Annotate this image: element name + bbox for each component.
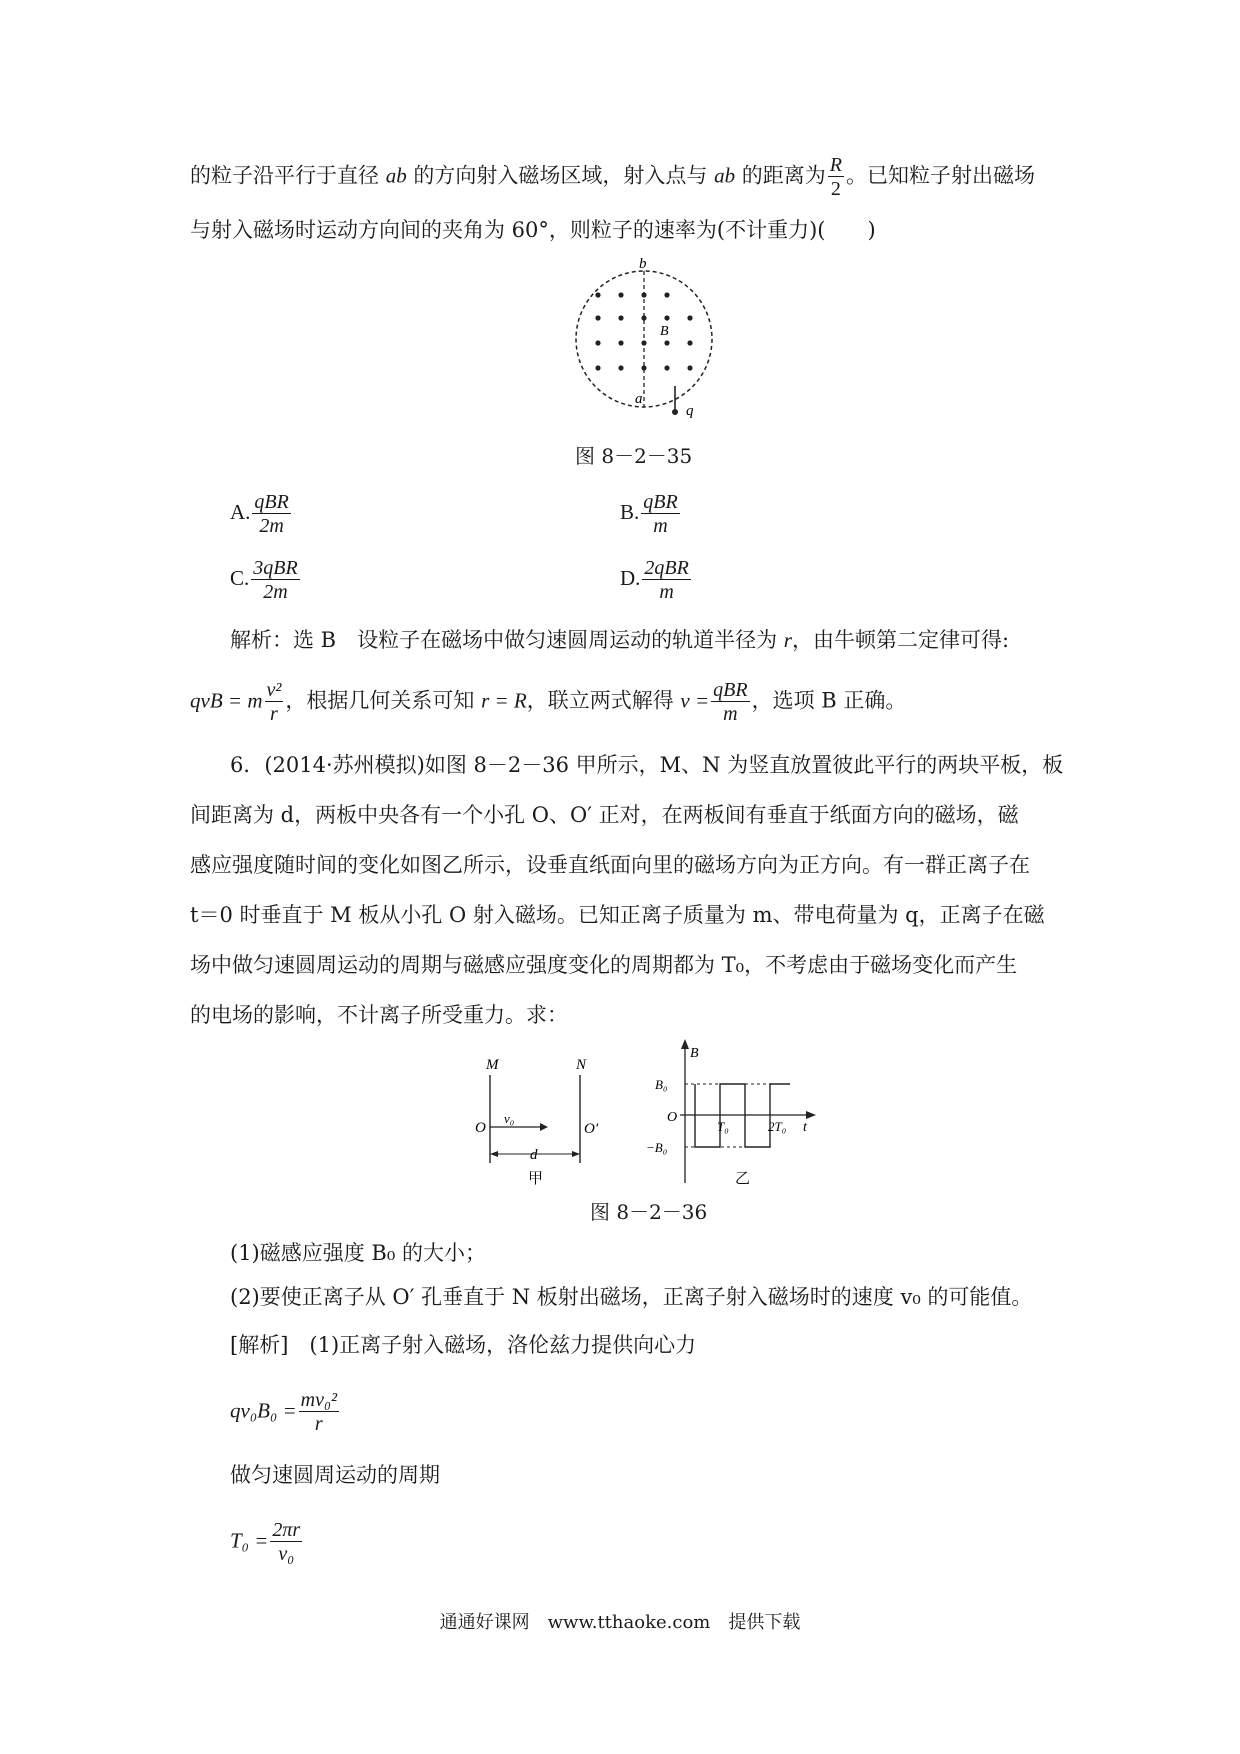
label-q: q: [686, 403, 694, 419]
label-O-prime: O′: [584, 1121, 599, 1137]
label-yi: 乙: [735, 1171, 751, 1187]
page-footer: 通通好课网 www.tthaoke.com 提供下载: [439, 1612, 801, 1633]
q6-line-3: 感应强度随时间的变化如图乙所示，设垂直纸面向里的磁场方向为正方向。有一群正离子在: [190, 853, 1030, 877]
label-origin: O: [667, 1110, 678, 1125]
figure-caption-35: 图 8－2－35: [575, 444, 693, 468]
intro-line-2: 与射入磁场时运动方向间的夹角为 60°，则粒子的速率为(不计重力)( ): [190, 218, 876, 242]
label-T0: T₀: [717, 1119, 729, 1134]
q6-line-5: 场中做匀速圆周运动的周期与磁感应强度变化的周期都为 T₀，不考虑由于磁场变化而产生: [190, 953, 1018, 977]
label-B: B: [660, 324, 669, 339]
solution-eq-1: qv₀B₀ = $\frac{\text{mv₀²}}{r}$: [230, 1389, 337, 1435]
label-N: N: [576, 1057, 587, 1073]
intro-line-1: 的粒子沿平行于直径 ab 的方向射入磁场区域，射入点与 ab 的距离为 $\frac{R}{2}$ 。已知粒子射出磁场: [190, 154, 1035, 200]
figure-8-2-36-jia: [470, 1055, 620, 1190]
label-b: b: [639, 256, 647, 272]
q6-line-6: 的电场的影响，不计离子所受重力。求：: [190, 1003, 568, 1027]
label-a: a: [635, 391, 643, 407]
analysis-5-line-2: qvB = m $\frac{\text{v²}}{r}$ ，根据几何关系可知 r = R，联立两式解得 v = $\frac{\text{qBR}}{m}$ ，选项 B 正确。: [190, 679, 907, 725]
subquestion-2: (2)要使正离子从 O′ 孔垂直于 N 板射出磁场，正离子射入磁场时的速度 v₀ 的可能值。: [230, 1285, 1033, 1309]
label-neg-B0: −B₀: [646, 1140, 668, 1155]
option-a: A. $\frac{\text{qBR}}{2m}$: [230, 491, 289, 537]
label-M: M: [486, 1057, 499, 1073]
option-b: B. $\frac{\text{qBR}}{m}$: [620, 491, 678, 537]
fraction-r-over-2: $\frac{R}{2}$: [829, 154, 842, 200]
label-t: t: [803, 1120, 807, 1135]
subquestion-1: (1)磁感应强度 B₀ 的大小；: [230, 1241, 486, 1265]
label-O: O: [475, 1120, 486, 1136]
label-d: d: [530, 1147, 538, 1163]
figure-8-2-35: [570, 255, 720, 430]
label-2T0: 2T₀: [768, 1119, 787, 1134]
figure-caption-36: 图 8－2－36: [590, 1200, 708, 1224]
q6-line-4: t＝0 时垂直于 M 板从小孔 O 射入磁场。已知正离子质量为 m、带电荷量为 q，正离子在磁: [190, 903, 1045, 927]
solution-eq-2: T₀ = $\frac{2\pi r}{\text{v₀}}$: [230, 1519, 301, 1565]
solution-head: [解析] (1)正离子射入磁场，洛伦兹力提供向心力: [230, 1333, 697, 1357]
q6-line-2: 间距离为 d，两板中央各有一个小孔 O、O′ 正对，在两板间有垂直于纸面方向的磁场，磁: [190, 803, 1019, 827]
solution-period: 做匀速圆周运动的周期: [230, 1463, 440, 1487]
option-c: C. $\frac{\text{3qBR}}{2m}$: [230, 557, 298, 603]
label-v0: v₀: [504, 1111, 515, 1126]
figure-8-2-36-yi: [640, 1035, 820, 1190]
q6-line-1: 6．(2014·苏州模拟)如图 8－2－36 甲所示，M、N 为竖直放置彼此平行的两块平板，板: [230, 753, 1064, 777]
label-B0: B₀: [655, 1077, 668, 1092]
analysis-5-line-1: 解析：选 B 设粒子在磁场中做匀速圆周运动的轨道半径为 r，由牛顿第二定律可得:: [230, 628, 1010, 652]
label-jia: 甲: [528, 1171, 544, 1187]
option-d: D. $\frac{\text{2qBR}}{m}$: [620, 557, 689, 603]
label-B-axis: B: [690, 1046, 699, 1061]
